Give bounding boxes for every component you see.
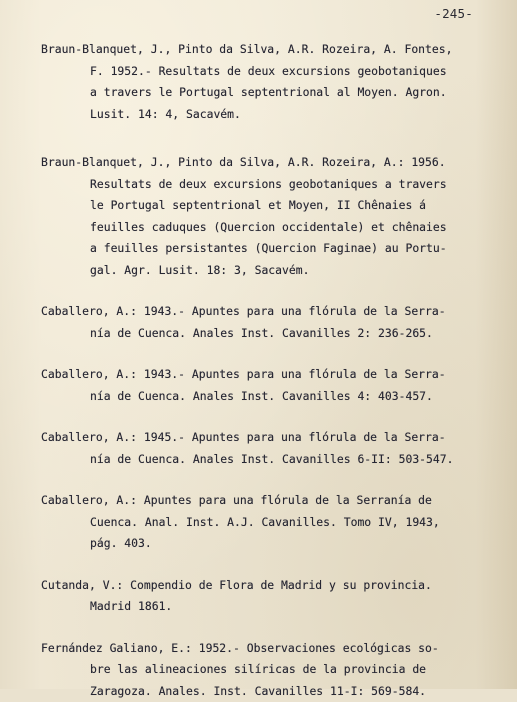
reference-line: Caballero, A.: 1945.- Apuntes para una flórula de la Serra- bbox=[41, 427, 481, 449]
reference-line: a feuilles persistantes (Quercion Faginae) au Portu- bbox=[41, 238, 481, 260]
reference-line: nía de Cuenca. Anales Inst. Cavanilles 6-II: 503-547. bbox=[41, 449, 481, 471]
reference-line: Caballero, A.: 1943.- Apuntes para una flórula de la Serra- bbox=[41, 364, 481, 386]
reference-line: Caballero, A.: 1943.- Apuntes para una flórula de la Serra- bbox=[41, 301, 481, 323]
reference-line: Zaragoza. Anales. Inst. Cavanilles 11-I: 569-584. bbox=[41, 681, 481, 702]
reference-line: Resultats de deux excursions geobotaniques a travers bbox=[41, 174, 481, 196]
reference-line: F. 1952.- Resultats de deux excursions geobotaniques bbox=[41, 61, 481, 83]
reference-line: Lusit. 14: 4, Sacavém. bbox=[41, 104, 481, 126]
reference-line: Madrid 1861. bbox=[41, 596, 481, 618]
reference-line: feuilles caduques (Quercion occidentale) et chênaies bbox=[41, 217, 481, 239]
reference-entry bbox=[41, 152, 481, 281]
reference-line: Caballero, A.: Apuntes para una flórula de la Serranía de bbox=[41, 490, 481, 512]
reference-line: nía de Cuenca. Anales Inst. Cavanilles 2: 236-265. bbox=[41, 323, 481, 345]
reference-line: Braun-Blanquet, J., Pinto da Silva, A.R. Rozeira, A.: 1956. bbox=[41, 152, 481, 174]
reference-entry bbox=[41, 39, 481, 125]
reference-entry bbox=[41, 575, 481, 618]
reference-line: bre las alineaciones silíricas de la provincia de bbox=[41, 659, 481, 681]
reference-line: a travers le Portugal septentrional al Moyen. Agron. bbox=[41, 82, 481, 104]
reference-entry bbox=[41, 427, 481, 470]
reference-line: Cutanda, V.: Compendio de Flora de Madrid y su provincia. bbox=[41, 575, 481, 597]
reference-line: le Portugal septentrional et Moyen, II Chênaies á bbox=[41, 195, 481, 217]
reference-line: gal. Agr. Lusit. 18: 3, Sacavém. bbox=[41, 260, 481, 282]
reference-line: Fernández Galiano, E.: 1952.- Observaciones ecológicas so- bbox=[41, 638, 481, 660]
reference-entry bbox=[41, 364, 481, 407]
reference-list bbox=[41, 39, 481, 702]
reference-entry bbox=[41, 638, 481, 702]
reference-entry bbox=[41, 490, 481, 555]
reference-entry bbox=[41, 301, 481, 344]
reference-line: nía de Cuenca. Anales Inst. Cavanilles 4: 403-457. bbox=[41, 386, 481, 408]
reference-line: Cuenca. Anal. Inst. A.J. Cavanilles. Tomo IV, 1943, bbox=[41, 512, 481, 534]
page-number: -245- bbox=[434, 6, 473, 21]
reference-line: Braun-Blanquet, J., Pinto da Silva, A.R. Rozeira, A. Fontes, bbox=[41, 39, 481, 61]
reference-line: pág. 403. bbox=[41, 533, 481, 555]
